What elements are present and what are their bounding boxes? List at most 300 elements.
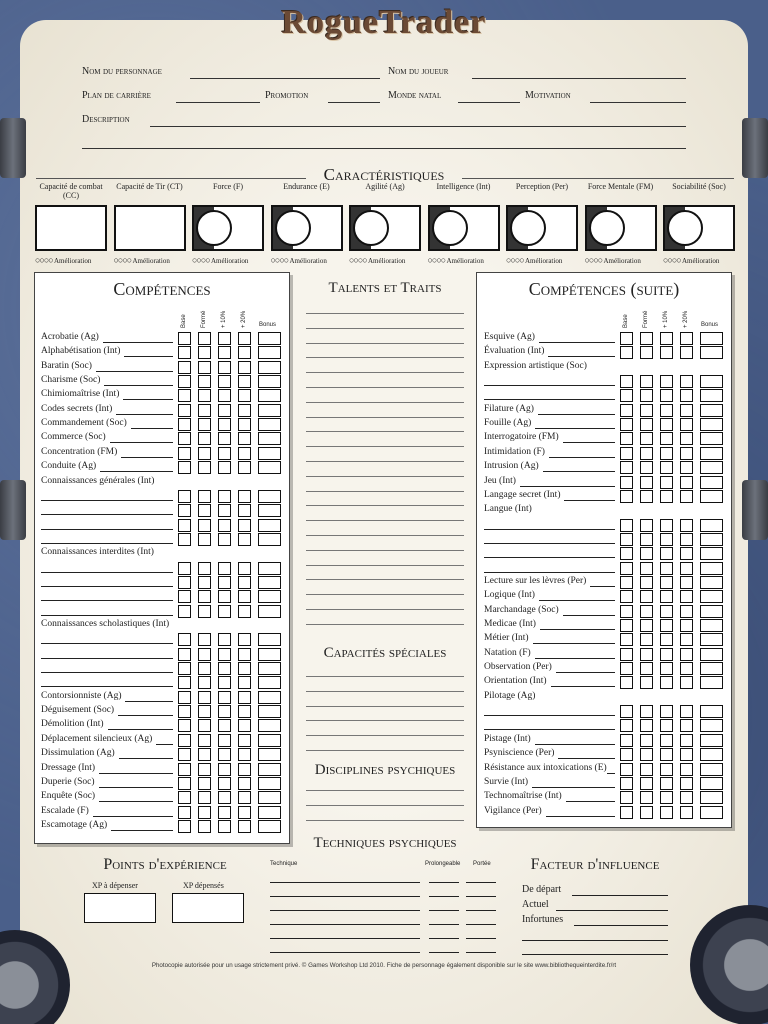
skill-checkbox[interactable]	[218, 490, 231, 503]
skill-checkbox[interactable]	[178, 820, 191, 833]
sustain-line[interactable]	[429, 924, 459, 925]
skill-checkbox[interactable]	[680, 590, 693, 603]
skill-checkbox[interactable]	[620, 346, 633, 359]
skill-blank-line[interactable]	[484, 529, 615, 530]
skill-checkbox[interactable]	[660, 476, 673, 489]
skill-checkbox[interactable]	[218, 461, 231, 474]
skill-checkbox[interactable]	[178, 389, 191, 402]
skill-blank-line[interactable]	[484, 543, 615, 544]
skill-bonus-box[interactable]	[700, 432, 723, 445]
skill-checkbox[interactable]	[640, 633, 653, 646]
characteristic-bonus-circle[interactable]	[432, 210, 468, 246]
skill-checkbox[interactable]	[198, 791, 211, 804]
skill-checkbox[interactable]	[198, 820, 211, 833]
xp-to-spend-field[interactable]	[84, 893, 156, 923]
skill-checkbox[interactable]	[680, 676, 693, 689]
skill-checkbox[interactable]	[238, 605, 251, 618]
special-ability-line[interactable]	[306, 720, 464, 721]
skill-checkbox[interactable]	[178, 676, 191, 689]
skill-checkbox[interactable]	[238, 719, 251, 732]
characteristic-bonus-circle[interactable]	[510, 210, 546, 246]
skill-blank-line[interactable]	[41, 514, 173, 515]
skill-checkbox[interactable]	[238, 346, 251, 359]
skill-checkbox[interactable]	[218, 763, 231, 776]
skill-checkbox[interactable]	[640, 332, 653, 345]
skill-bonus-box[interactable]	[700, 763, 723, 776]
skill-checkbox[interactable]	[660, 705, 673, 718]
skill-bonus-box[interactable]	[258, 389, 281, 402]
skill-checkbox[interactable]	[218, 375, 231, 388]
skill-checkbox[interactable]	[238, 461, 251, 474]
sustain-line[interactable]	[429, 896, 459, 897]
skill-bonus-box[interactable]	[258, 676, 281, 689]
skill-blank-line[interactable]	[41, 615, 173, 616]
skill-checkbox[interactable]	[218, 590, 231, 603]
talent-line[interactable]	[306, 328, 464, 329]
skill-bonus-box[interactable]	[258, 519, 281, 532]
skill-checkbox[interactable]	[660, 648, 673, 661]
skill-bonus-box[interactable]	[700, 533, 723, 546]
influence-current-field[interactable]	[556, 910, 668, 911]
skill-checkbox[interactable]	[660, 490, 673, 503]
skill-bonus-box[interactable]	[700, 590, 723, 603]
skill-bonus-box[interactable]	[258, 806, 281, 819]
skill-checkbox[interactable]	[680, 418, 693, 431]
skill-checkbox[interactable]	[680, 447, 693, 460]
skill-checkbox[interactable]	[178, 734, 191, 747]
skill-checkbox[interactable]	[680, 734, 693, 747]
characteristic-value-box[interactable]	[114, 205, 186, 251]
skill-checkbox[interactable]	[620, 519, 633, 532]
skill-checkbox[interactable]	[640, 562, 653, 575]
skill-checkbox[interactable]	[680, 719, 693, 732]
skill-checkbox[interactable]	[178, 748, 191, 761]
talent-line[interactable]	[306, 343, 464, 344]
skill-checkbox[interactable]	[238, 361, 251, 374]
skill-checkbox[interactable]	[218, 605, 231, 618]
skill-checkbox[interactable]	[238, 490, 251, 503]
skill-checkbox[interactable]	[620, 447, 633, 460]
skill-checkbox[interactable]	[198, 777, 211, 790]
range-line[interactable]	[466, 910, 496, 911]
xp-spent-field[interactable]	[172, 893, 244, 923]
skill-checkbox[interactable]	[620, 332, 633, 345]
characteristic-value-box[interactable]	[35, 205, 107, 251]
skill-bonus-box[interactable]	[700, 791, 723, 804]
skill-checkbox[interactable]	[178, 648, 191, 661]
skill-checkbox[interactable]	[680, 806, 693, 819]
skill-bonus-box[interactable]	[700, 619, 723, 632]
skill-checkbox[interactable]	[218, 361, 231, 374]
skill-checkbox[interactable]	[640, 619, 653, 632]
skill-checkbox[interactable]	[218, 432, 231, 445]
skill-checkbox[interactable]	[198, 562, 211, 575]
skill-checkbox[interactable]	[620, 619, 633, 632]
skill-checkbox[interactable]	[218, 404, 231, 417]
talent-line[interactable]	[306, 535, 464, 536]
characteristic-bonus-circle[interactable]	[667, 210, 703, 246]
talent-line[interactable]	[306, 387, 464, 388]
skill-checkbox[interactable]	[640, 447, 653, 460]
skill-bonus-box[interactable]	[700, 748, 723, 761]
skill-checkbox[interactable]	[198, 691, 211, 704]
skill-bonus-box[interactable]	[258, 375, 281, 388]
skill-bonus-box[interactable]	[700, 375, 723, 388]
skill-checkbox[interactable]	[238, 389, 251, 402]
misfortunes-field-1[interactable]	[574, 925, 668, 926]
skill-checkbox[interactable]	[178, 662, 191, 675]
skill-checkbox[interactable]	[198, 748, 211, 761]
talent-line[interactable]	[306, 505, 464, 506]
description-field-1[interactable]	[150, 126, 686, 127]
skill-checkbox[interactable]	[660, 418, 673, 431]
skill-checkbox[interactable]	[640, 375, 653, 388]
skill-checkbox[interactable]	[660, 447, 673, 460]
skill-checkbox[interactable]	[640, 404, 653, 417]
skill-bonus-box[interactable]	[700, 719, 723, 732]
skill-bonus-box[interactable]	[700, 476, 723, 489]
sustain-line[interactable]	[429, 938, 459, 939]
skill-checkbox[interactable]	[198, 519, 211, 532]
skill-checkbox[interactable]	[660, 461, 673, 474]
skill-bonus-box[interactable]	[258, 605, 281, 618]
skill-bonus-box[interactable]	[700, 461, 723, 474]
skill-bonus-box[interactable]	[700, 576, 723, 589]
skill-checkbox[interactable]	[238, 691, 251, 704]
skill-checkbox[interactable]	[178, 447, 191, 460]
skill-checkbox[interactable]	[640, 806, 653, 819]
improvement-checkboxes[interactable]: ○○○○	[35, 255, 54, 265]
range-line[interactable]	[466, 882, 496, 883]
skill-checkbox[interactable]	[198, 346, 211, 359]
skill-checkbox[interactable]	[640, 719, 653, 732]
skill-checkbox[interactable]	[198, 533, 211, 546]
skill-checkbox[interactable]	[680, 705, 693, 718]
talent-line[interactable]	[306, 594, 464, 595]
skill-checkbox[interactable]	[660, 763, 673, 776]
talent-line[interactable]	[306, 313, 464, 314]
skill-checkbox[interactable]	[218, 734, 231, 747]
skill-checkbox[interactable]	[238, 791, 251, 804]
skill-checkbox[interactable]	[178, 332, 191, 345]
skill-checkbox[interactable]	[178, 633, 191, 646]
skill-bonus-box[interactable]	[258, 748, 281, 761]
skill-checkbox[interactable]	[640, 648, 653, 661]
skill-bonus-box[interactable]	[700, 389, 723, 402]
skill-checkbox[interactable]	[238, 705, 251, 718]
special-ability-line[interactable]	[306, 706, 464, 707]
skill-checkbox[interactable]	[680, 777, 693, 790]
technique-line[interactable]	[270, 938, 420, 939]
skill-checkbox[interactable]	[620, 490, 633, 503]
skill-checkbox[interactable]	[178, 562, 191, 575]
skill-checkbox[interactable]	[660, 605, 673, 618]
skill-checkbox[interactable]	[238, 576, 251, 589]
skill-checkbox[interactable]	[680, 791, 693, 804]
range-line[interactable]	[466, 924, 496, 925]
skill-checkbox[interactable]	[640, 533, 653, 546]
skill-checkbox[interactable]	[620, 533, 633, 546]
skill-checkbox[interactable]	[680, 476, 693, 489]
skill-checkbox[interactable]	[198, 662, 211, 675]
skill-checkbox[interactable]	[660, 662, 673, 675]
skill-checkbox[interactable]	[660, 719, 673, 732]
skill-checkbox[interactable]	[198, 404, 211, 417]
talent-line[interactable]	[306, 476, 464, 477]
skill-checkbox[interactable]	[198, 389, 211, 402]
skill-blank-line[interactable]	[484, 557, 615, 558]
skill-checkbox[interactable]	[198, 705, 211, 718]
misfortunes-field-3[interactable]	[522, 954, 668, 955]
psychic-discipline-line[interactable]	[306, 820, 464, 821]
skill-checkbox[interactable]	[218, 389, 231, 402]
skill-checkbox[interactable]	[218, 648, 231, 661]
skill-checkbox[interactable]	[178, 504, 191, 517]
skill-blank-line[interactable]	[41, 529, 173, 530]
skill-checkbox[interactable]	[238, 763, 251, 776]
skill-checkbox[interactable]	[218, 705, 231, 718]
skill-checkbox[interactable]	[680, 633, 693, 646]
characteristic-value-box[interactable]	[585, 205, 657, 251]
skill-checkbox[interactable]	[680, 763, 693, 776]
skill-checkbox[interactable]	[178, 806, 191, 819]
skill-bonus-box[interactable]	[258, 432, 281, 445]
skill-checkbox[interactable]	[178, 576, 191, 589]
skill-checkbox[interactable]	[680, 576, 693, 589]
skill-blank-line[interactable]	[41, 672, 173, 673]
skill-checkbox[interactable]	[660, 519, 673, 532]
skill-checkbox[interactable]	[198, 461, 211, 474]
skill-checkbox[interactable]	[660, 676, 673, 689]
skill-checkbox[interactable]	[680, 375, 693, 388]
talent-line[interactable]	[306, 624, 464, 625]
skill-checkbox[interactable]	[238, 504, 251, 517]
skill-checkbox[interactable]	[620, 404, 633, 417]
skill-checkbox[interactable]	[198, 763, 211, 776]
skill-checkbox[interactable]	[218, 748, 231, 761]
skill-checkbox[interactable]	[640, 432, 653, 445]
skill-checkbox[interactable]	[178, 777, 191, 790]
improvement-checkboxes[interactable]: ○○○○	[663, 255, 682, 265]
skill-checkbox[interactable]	[660, 375, 673, 388]
skill-checkbox[interactable]	[680, 533, 693, 546]
skill-checkbox[interactable]	[620, 777, 633, 790]
characteristic-bonus-circle[interactable]	[589, 210, 625, 246]
skill-bonus-box[interactable]	[258, 404, 281, 417]
technique-line[interactable]	[270, 896, 420, 897]
skill-checkbox[interactable]	[198, 605, 211, 618]
talent-line[interactable]	[306, 609, 464, 610]
skill-bonus-box[interactable]	[258, 504, 281, 517]
skill-bonus-box[interactable]	[258, 777, 281, 790]
skill-checkbox[interactable]	[218, 791, 231, 804]
home-world-field[interactable]	[458, 102, 520, 103]
skill-checkbox[interactable]	[238, 820, 251, 833]
skill-checkbox[interactable]	[620, 547, 633, 560]
skill-checkbox[interactable]	[218, 676, 231, 689]
skill-checkbox[interactable]	[660, 633, 673, 646]
skill-checkbox[interactable]	[640, 389, 653, 402]
skill-checkbox[interactable]	[680, 605, 693, 618]
skill-bonus-box[interactable]	[258, 791, 281, 804]
talent-line[interactable]	[306, 579, 464, 580]
skill-blank-line[interactable]	[484, 715, 615, 716]
skill-bonus-box[interactable]	[258, 662, 281, 675]
skill-bonus-box[interactable]	[700, 806, 723, 819]
skill-checkbox[interactable]	[680, 404, 693, 417]
skill-checkbox[interactable]	[218, 806, 231, 819]
skill-checkbox[interactable]	[238, 447, 251, 460]
skill-checkbox[interactable]	[620, 806, 633, 819]
range-line[interactable]	[466, 896, 496, 897]
skill-checkbox[interactable]	[620, 748, 633, 761]
skill-checkbox[interactable]	[238, 375, 251, 388]
skill-bonus-box[interactable]	[258, 533, 281, 546]
skill-bonus-box[interactable]	[258, 763, 281, 776]
skill-checkbox[interactable]	[238, 418, 251, 431]
skill-checkbox[interactable]	[640, 662, 653, 675]
skill-checkbox[interactable]	[218, 691, 231, 704]
skill-checkbox[interactable]	[178, 346, 191, 359]
player-name-field[interactable]	[472, 78, 686, 79]
skill-checkbox[interactable]	[640, 461, 653, 474]
range-line[interactable]	[466, 938, 496, 939]
skill-checkbox[interactable]	[178, 404, 191, 417]
skill-blank-line[interactable]	[484, 399, 615, 400]
skill-checkbox[interactable]	[660, 547, 673, 560]
skill-bonus-box[interactable]	[700, 346, 723, 359]
skill-bonus-box[interactable]	[258, 633, 281, 646]
skill-checkbox[interactable]	[238, 519, 251, 532]
sustain-line[interactable]	[429, 952, 459, 953]
skill-checkbox[interactable]	[660, 806, 673, 819]
skill-bonus-box[interactable]	[258, 648, 281, 661]
skill-checkbox[interactable]	[620, 648, 633, 661]
skill-checkbox[interactable]	[620, 590, 633, 603]
skill-bonus-box[interactable]	[258, 590, 281, 603]
skill-checkbox[interactable]	[198, 676, 211, 689]
skill-checkbox[interactable]	[660, 389, 673, 402]
skill-checkbox[interactable]	[620, 461, 633, 474]
skill-checkbox[interactable]	[218, 576, 231, 589]
promotion-field[interactable]	[328, 102, 380, 103]
talent-line[interactable]	[306, 431, 464, 432]
skill-checkbox[interactable]	[238, 662, 251, 675]
skill-checkbox[interactable]	[680, 519, 693, 532]
influence-start-field[interactable]	[572, 895, 668, 896]
talent-line[interactable]	[306, 565, 464, 566]
technique-line[interactable]	[270, 882, 420, 883]
description-field-2[interactable]	[82, 148, 686, 149]
skill-checkbox[interactable]	[178, 432, 191, 445]
skill-bonus-box[interactable]	[258, 734, 281, 747]
skill-checkbox[interactable]	[660, 777, 673, 790]
skill-checkbox[interactable]	[620, 633, 633, 646]
skill-bonus-box[interactable]	[258, 447, 281, 460]
talent-line[interactable]	[306, 372, 464, 373]
skill-checkbox[interactable]	[178, 533, 191, 546]
skill-checkbox[interactable]	[640, 519, 653, 532]
character-name-field[interactable]	[190, 78, 380, 79]
skill-checkbox[interactable]	[640, 676, 653, 689]
talent-line[interactable]	[306, 520, 464, 521]
skill-checkbox[interactable]	[680, 332, 693, 345]
skill-checkbox[interactable]	[620, 719, 633, 732]
skill-checkbox[interactable]	[178, 590, 191, 603]
talent-line[interactable]	[306, 357, 464, 358]
skill-checkbox[interactable]	[680, 389, 693, 402]
improvement-checkboxes[interactable]: ○○○○	[506, 255, 525, 265]
skill-checkbox[interactable]	[620, 375, 633, 388]
skill-checkbox[interactable]	[660, 332, 673, 345]
skill-bonus-box[interactable]	[258, 576, 281, 589]
skill-checkbox[interactable]	[198, 576, 211, 589]
skill-bonus-box[interactable]	[258, 418, 281, 431]
psychic-discipline-line[interactable]	[306, 790, 464, 791]
skill-checkbox[interactable]	[238, 676, 251, 689]
skill-checkbox[interactable]	[218, 562, 231, 575]
skill-checkbox[interactable]	[660, 346, 673, 359]
skill-checkbox[interactable]	[640, 576, 653, 589]
skill-blank-line[interactable]	[41, 500, 173, 501]
skill-blank-line[interactable]	[41, 543, 173, 544]
skill-bonus-box[interactable]	[700, 447, 723, 460]
characteristic-value-box[interactable]	[349, 205, 421, 251]
skill-checkbox[interactable]	[620, 476, 633, 489]
skill-blank-line[interactable]	[41, 686, 173, 687]
skill-checkbox[interactable]	[660, 619, 673, 632]
skill-checkbox[interactable]	[178, 719, 191, 732]
sustain-line[interactable]	[429, 882, 459, 883]
skill-bonus-box[interactable]	[258, 705, 281, 718]
skill-checkbox[interactable]	[680, 619, 693, 632]
skill-checkbox[interactable]	[620, 763, 633, 776]
skill-checkbox[interactable]	[620, 562, 633, 575]
skill-checkbox[interactable]	[238, 748, 251, 761]
skill-checkbox[interactable]	[640, 346, 653, 359]
skill-checkbox[interactable]	[238, 806, 251, 819]
technique-line[interactable]	[270, 910, 420, 911]
improvement-checkboxes[interactable]: ○○○○	[584, 255, 604, 265]
career-plan-field[interactable]	[176, 102, 260, 103]
skill-checkbox[interactable]	[660, 734, 673, 747]
skill-checkbox[interactable]	[620, 576, 633, 589]
skill-checkbox[interactable]	[198, 734, 211, 747]
skill-checkbox[interactable]	[660, 576, 673, 589]
skill-bonus-box[interactable]	[700, 605, 723, 618]
skill-bonus-box[interactable]	[700, 519, 723, 532]
technique-line[interactable]	[270, 924, 420, 925]
skill-checkbox[interactable]	[640, 418, 653, 431]
skill-checkbox[interactable]	[238, 648, 251, 661]
improvement-checkboxes[interactable]: ○○○○	[192, 255, 211, 265]
skill-bonus-box[interactable]	[700, 648, 723, 661]
technique-line[interactable]	[270, 952, 420, 953]
skill-checkbox[interactable]	[660, 590, 673, 603]
skill-checkbox[interactable]	[178, 519, 191, 532]
talent-line[interactable]	[306, 402, 464, 403]
sustain-line[interactable]	[429, 910, 459, 911]
skill-bonus-box[interactable]	[700, 705, 723, 718]
characteristic-value-box[interactable]	[271, 205, 343, 251]
skill-checkbox[interactable]	[238, 777, 251, 790]
skill-checkbox[interactable]	[218, 719, 231, 732]
skill-bonus-box[interactable]	[700, 633, 723, 646]
misfortunes-field-2[interactable]	[522, 940, 668, 941]
skill-checkbox[interactable]	[178, 791, 191, 804]
skill-checkbox[interactable]	[680, 662, 693, 675]
skill-checkbox[interactable]	[660, 432, 673, 445]
